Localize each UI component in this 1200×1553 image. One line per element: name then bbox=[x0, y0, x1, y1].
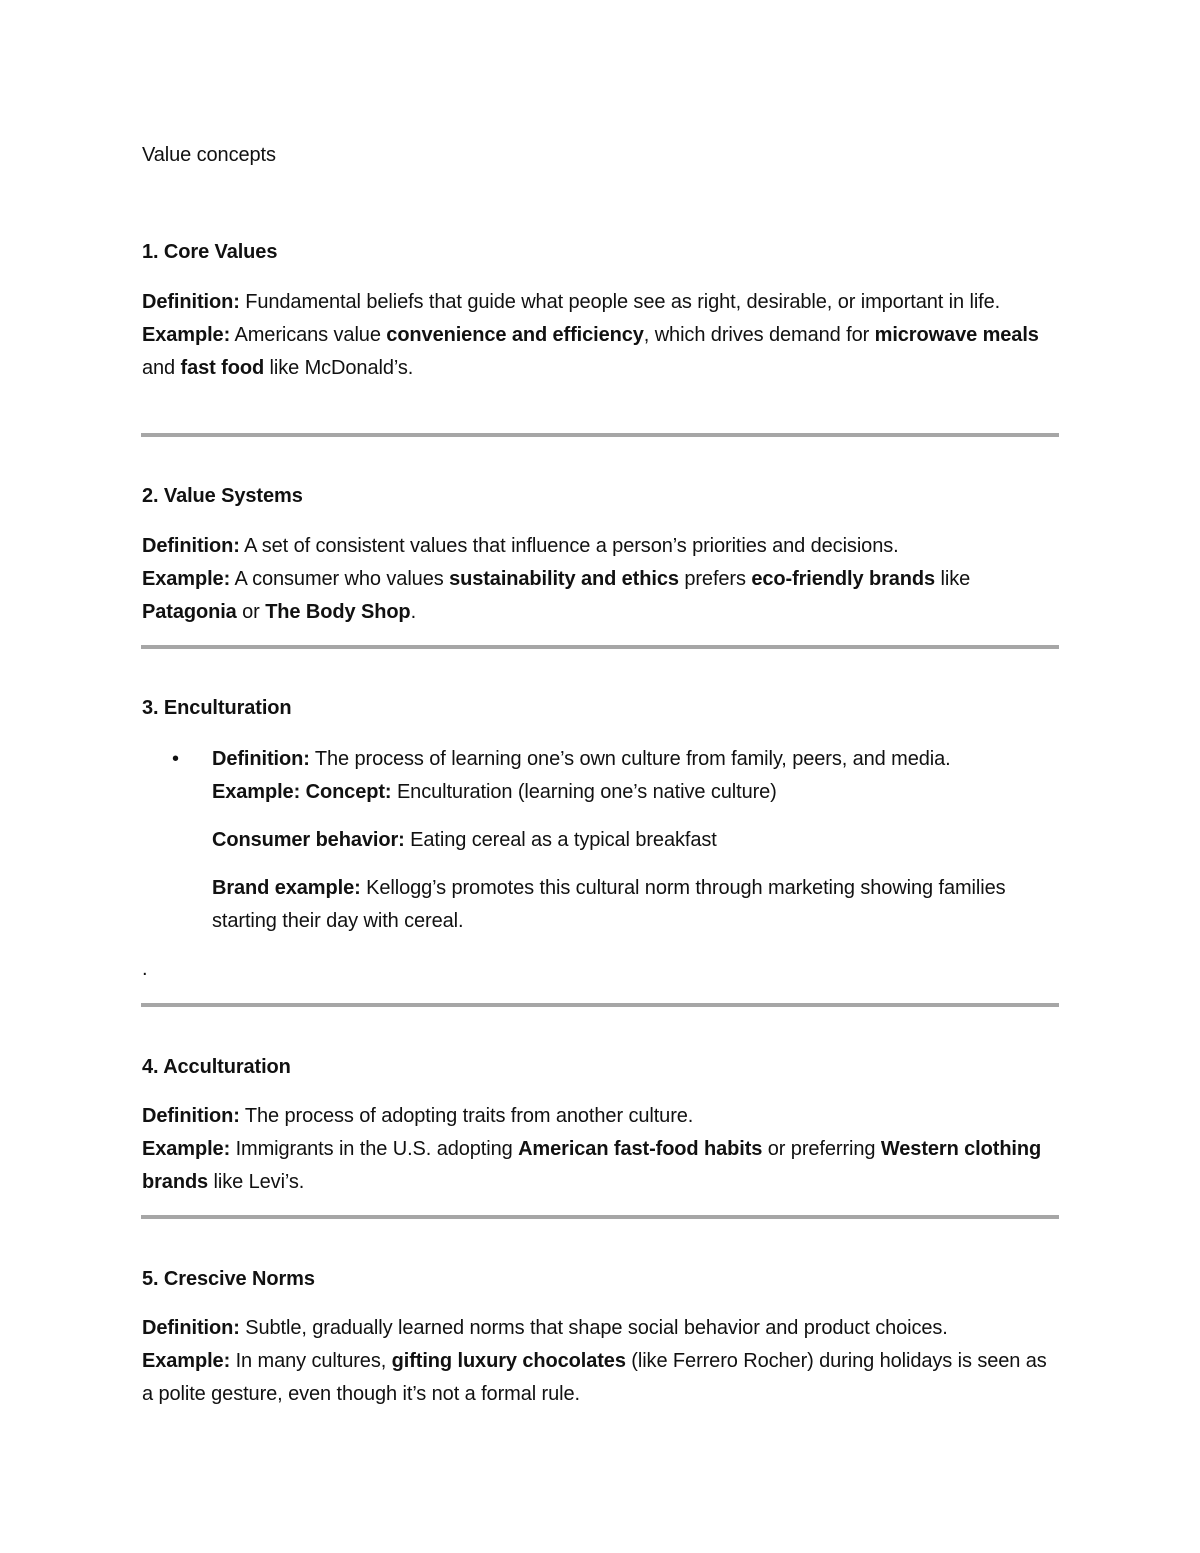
definition-label: Definition: bbox=[142, 291, 240, 313]
trailing-dot: . bbox=[142, 958, 148, 980]
example-label: Example: bbox=[212, 781, 301, 803]
section-3-brand-example bbox=[212, 872, 1060, 938]
section-4-heading: 4. Acculturation bbox=[142, 1056, 291, 1078]
definition-label: Definition: bbox=[142, 535, 240, 557]
concept-label: Concept: bbox=[305, 781, 392, 803]
section-divider bbox=[141, 1215, 1059, 1219]
section-divider bbox=[141, 433, 1059, 437]
section-1-body: Definition: Fundamental beliefs that guide what people see as right, desirable, or important in life. Example: Americans value convenience and efficiency, which drives demand for microwave meals and fast food like McDonald’s. bbox=[142, 291, 1039, 379]
definition-text: Subtle, gradually learned norms that shape social behavior and product choices. bbox=[239, 1317, 948, 1339]
example-label: Example: bbox=[142, 1138, 231, 1160]
section-3-definition bbox=[212, 743, 1060, 809]
section-1-heading: 1. Core Values bbox=[142, 241, 278, 263]
definition-text: Fundamental beliefs that guide what people see as right, desirable, or important in life. bbox=[239, 291, 1001, 313]
definition-text: The process of learning one’s own culture from family, peers, and media. bbox=[309, 748, 951, 770]
consumer-behavior-text: Eating cereal as a typical breakfast bbox=[404, 829, 717, 851]
definition-label: Definition: bbox=[142, 1317, 240, 1339]
concept-text: Enculturation (learning one’s native culture) bbox=[391, 781, 777, 803]
section-3-heading: 3. Enculturation bbox=[142, 697, 292, 719]
definition-label: Definition: bbox=[212, 748, 310, 770]
brand-example-label: Brand example: bbox=[212, 877, 361, 899]
bullet-icon: • bbox=[172, 748, 180, 770]
section-2-body: Definition: A set of consistent values that influence a person’s priorities and decisions. Example: A consumer who values sustainability and ethics prefers eco-friendly brands like Patagonia or The Body Shop. bbox=[142, 535, 971, 623]
section-3-consumer-behavior bbox=[212, 824, 1060, 857]
section-4-body: Definition: The process of adopting traits from another culture. Example: Immigrants in the U.S. adopting American fast-food habits or preferring Western clothing brands like Levi’s. bbox=[142, 1105, 1042, 1193]
section-divider bbox=[141, 645, 1059, 649]
definition-text: The process of adopting traits from another culture. bbox=[239, 1105, 694, 1127]
example-label: Example: bbox=[142, 568, 231, 590]
example-label: Example: bbox=[142, 324, 231, 346]
section-2-heading: 2. Value Systems bbox=[142, 485, 303, 507]
section-5-body: Definition: Subtle, gradually learned norms that shape social behavior and product choices. Example: In many cultures, gifting luxury chocolates (like Ferrero Rocher) during holidays is seen as a polite gesture, even though it’s not a formal rule. bbox=[142, 1317, 1047, 1405]
brand-example-text: Kellogg’s promotes this cultural norm through marketing showing families starting their day with cereal. bbox=[212, 877, 1006, 932]
consumer-behavior-label: Consumer behavior: bbox=[212, 829, 405, 851]
definition-label: Definition: bbox=[142, 1105, 240, 1127]
section-divider bbox=[141, 1003, 1059, 1007]
document-title: Value concepts bbox=[142, 144, 276, 166]
example-label: Example: bbox=[142, 1350, 231, 1372]
section-5-heading: 5. Crescive Norms bbox=[142, 1268, 315, 1290]
definition-text: A set of consistent values that influence a person’s priorities and decisions. bbox=[239, 535, 899, 557]
